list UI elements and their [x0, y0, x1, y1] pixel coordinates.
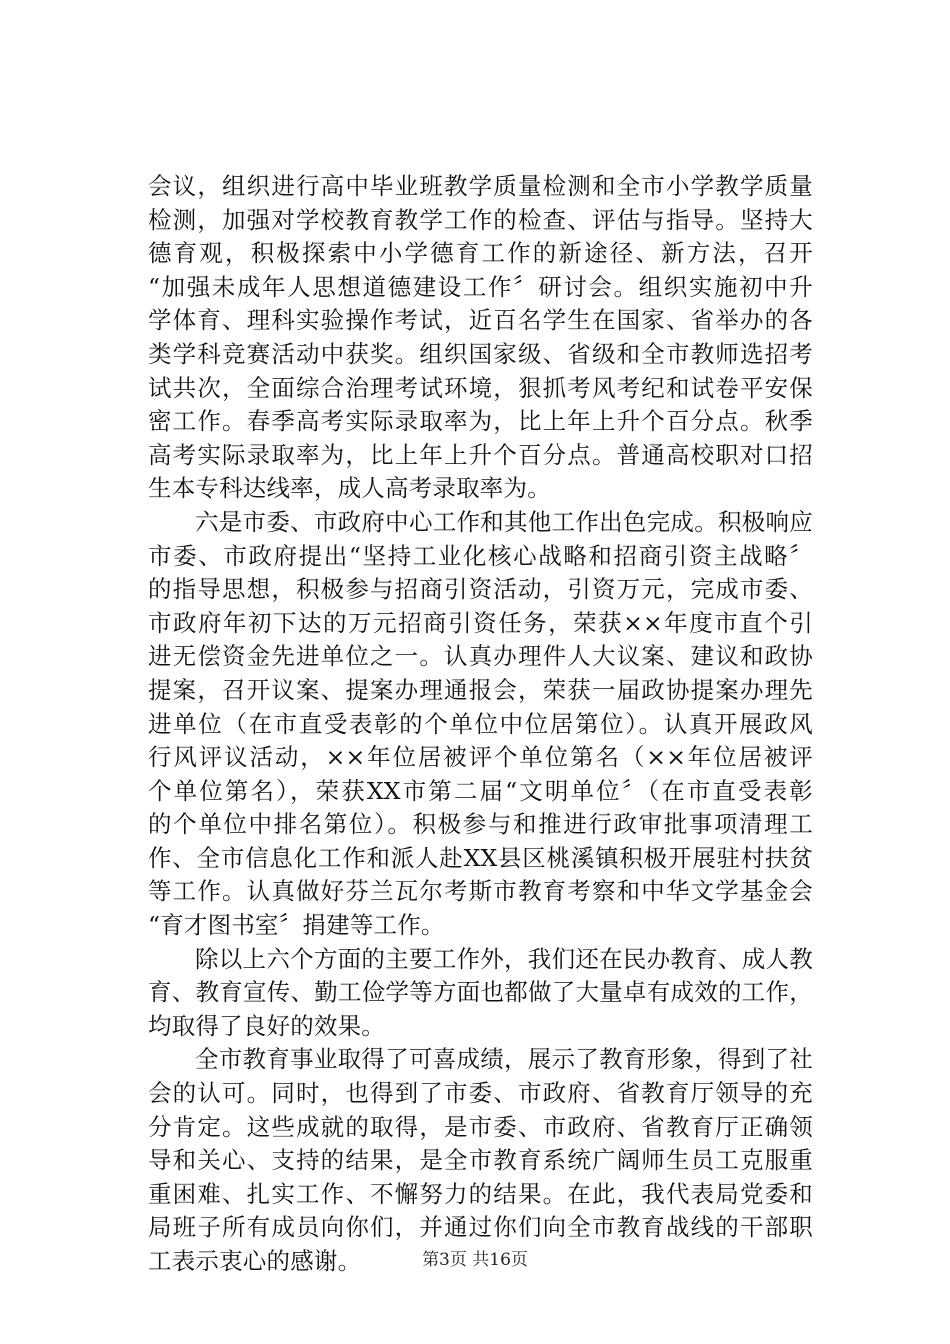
- text-line: 分肯定。这些成就的取得，是市委、市政府、省教育厅正确领: [148, 1112, 813, 1141]
- text-line: 六是市委、市政府中心工作和其他工作出色完成。积极响应: [195, 507, 813, 536]
- text-line: 育、教育宣传、勤工俭学等方面也都做了大量卓有成效的工作，: [148, 978, 813, 1007]
- text-line: “育才图书室〞捐建等工作。: [148, 911, 445, 940]
- text-line: 导和关心、支持的结果，是全市教育系统广阔师生员工克服重: [148, 1146, 813, 1175]
- paragraph-p1: [148, 170, 813, 506]
- text-line: 个单位第名），荣获XX市第二届“文明单位〞（在市直受表彰: [148, 776, 813, 805]
- text-line: 等工作。认真做好芬兰瓦尔考斯市教育考察和中华文学基金会: [148, 877, 813, 906]
- text-line: 作、全市信息化工作和派人赴XX县区桃溪镇积极开展驻村扶贫: [148, 843, 813, 872]
- text-line: 密工作。春季高考实际录取率为，比上年上升个百分点。秋季: [148, 407, 813, 436]
- text-line: 试共次，全面综合治理考试环境，狠抓考风考纪和试卷平安保: [148, 373, 813, 402]
- text-line: 均取得了良好的效果。: [148, 1011, 385, 1040]
- text-line: 局班子所有成员向你们，并通过你们向全市教育战线的干部职: [148, 1213, 813, 1242]
- text-line: 会的认可。同时，也得到了市委、市政府、省教育厅领导的充: [148, 1079, 813, 1108]
- text-line: 进单位（在市直受表彰的个单位中位居第位）。认真开展政风: [148, 709, 813, 738]
- text-line: 市政府年初下达的万元招商引资任务，荣获××年度市直个引: [148, 608, 813, 637]
- text-line: 工表示衷心的感谢。: [148, 1247, 362, 1275]
- text-line: 检测，加强对学校教育教学工作的检查、评估与指导。坚持大: [148, 205, 813, 234]
- page-footer: 第3页 共16页: [422, 1250, 528, 1270]
- paragraph-p4: [148, 1043, 813, 1278]
- text-line: 重困难、扎实工作、不懈努力的结果。在此，我代表局党委和: [148, 1179, 813, 1208]
- text-line: 除以上六个方面的主要工作外，我们还在民办教育、成人教: [195, 944, 813, 973]
- text-line: 的指导思想，积极参与招商引资活动，引资万元，完成市委、: [148, 575, 813, 604]
- text-line: “加强未成年人思想道德建设工作〞研讨会。组织实施初中升: [148, 272, 813, 301]
- text-line: 会议，组织进行高中毕业班教学质量检测和全市小学教学质量: [148, 172, 813, 200]
- text-line: 进无偿资金先进单位之一。认真办理件人大议案、建议和政协: [148, 642, 813, 671]
- text-line: 生本专科达线率，成人高考录取率为。: [148, 474, 551, 503]
- text-line: 类学科竞赛活动中获奖。组织国家级、省级和全市教师选招考: [148, 339, 813, 368]
- paragraph-p2: [148, 506, 813, 943]
- text-line: 全市教育事业取得了可喜成绩，展示了教育形象，得到了社: [195, 1045, 813, 1074]
- text-line: 学体育、理科实验操作考试，近百名学生在国家、省举办的各: [148, 306, 813, 335]
- text-line: 市委、市政府提出“坚持工业化核心战略和招商引资主战略〞: [148, 541, 813, 570]
- text-line: 的个单位中排名第位）。积极参与和推进行政审批事项清理工: [148, 810, 813, 839]
- text-line: 德育观，积极探索中小学德育工作的新途径、新方法，召开: [148, 239, 813, 268]
- paragraph-p3: [148, 943, 813, 1044]
- document-body: [148, 170, 813, 1279]
- text-line: 行风评议活动，××年位居被评个单位第名（××年位居被评: [148, 743, 813, 772]
- text-line: 高考实际录取率为，比上年上升个百分点。普通高校职对口招: [148, 440, 813, 469]
- text-line: 提案，召开议案、提案办理通报会，荣获一届政协提案办理先: [148, 675, 813, 704]
